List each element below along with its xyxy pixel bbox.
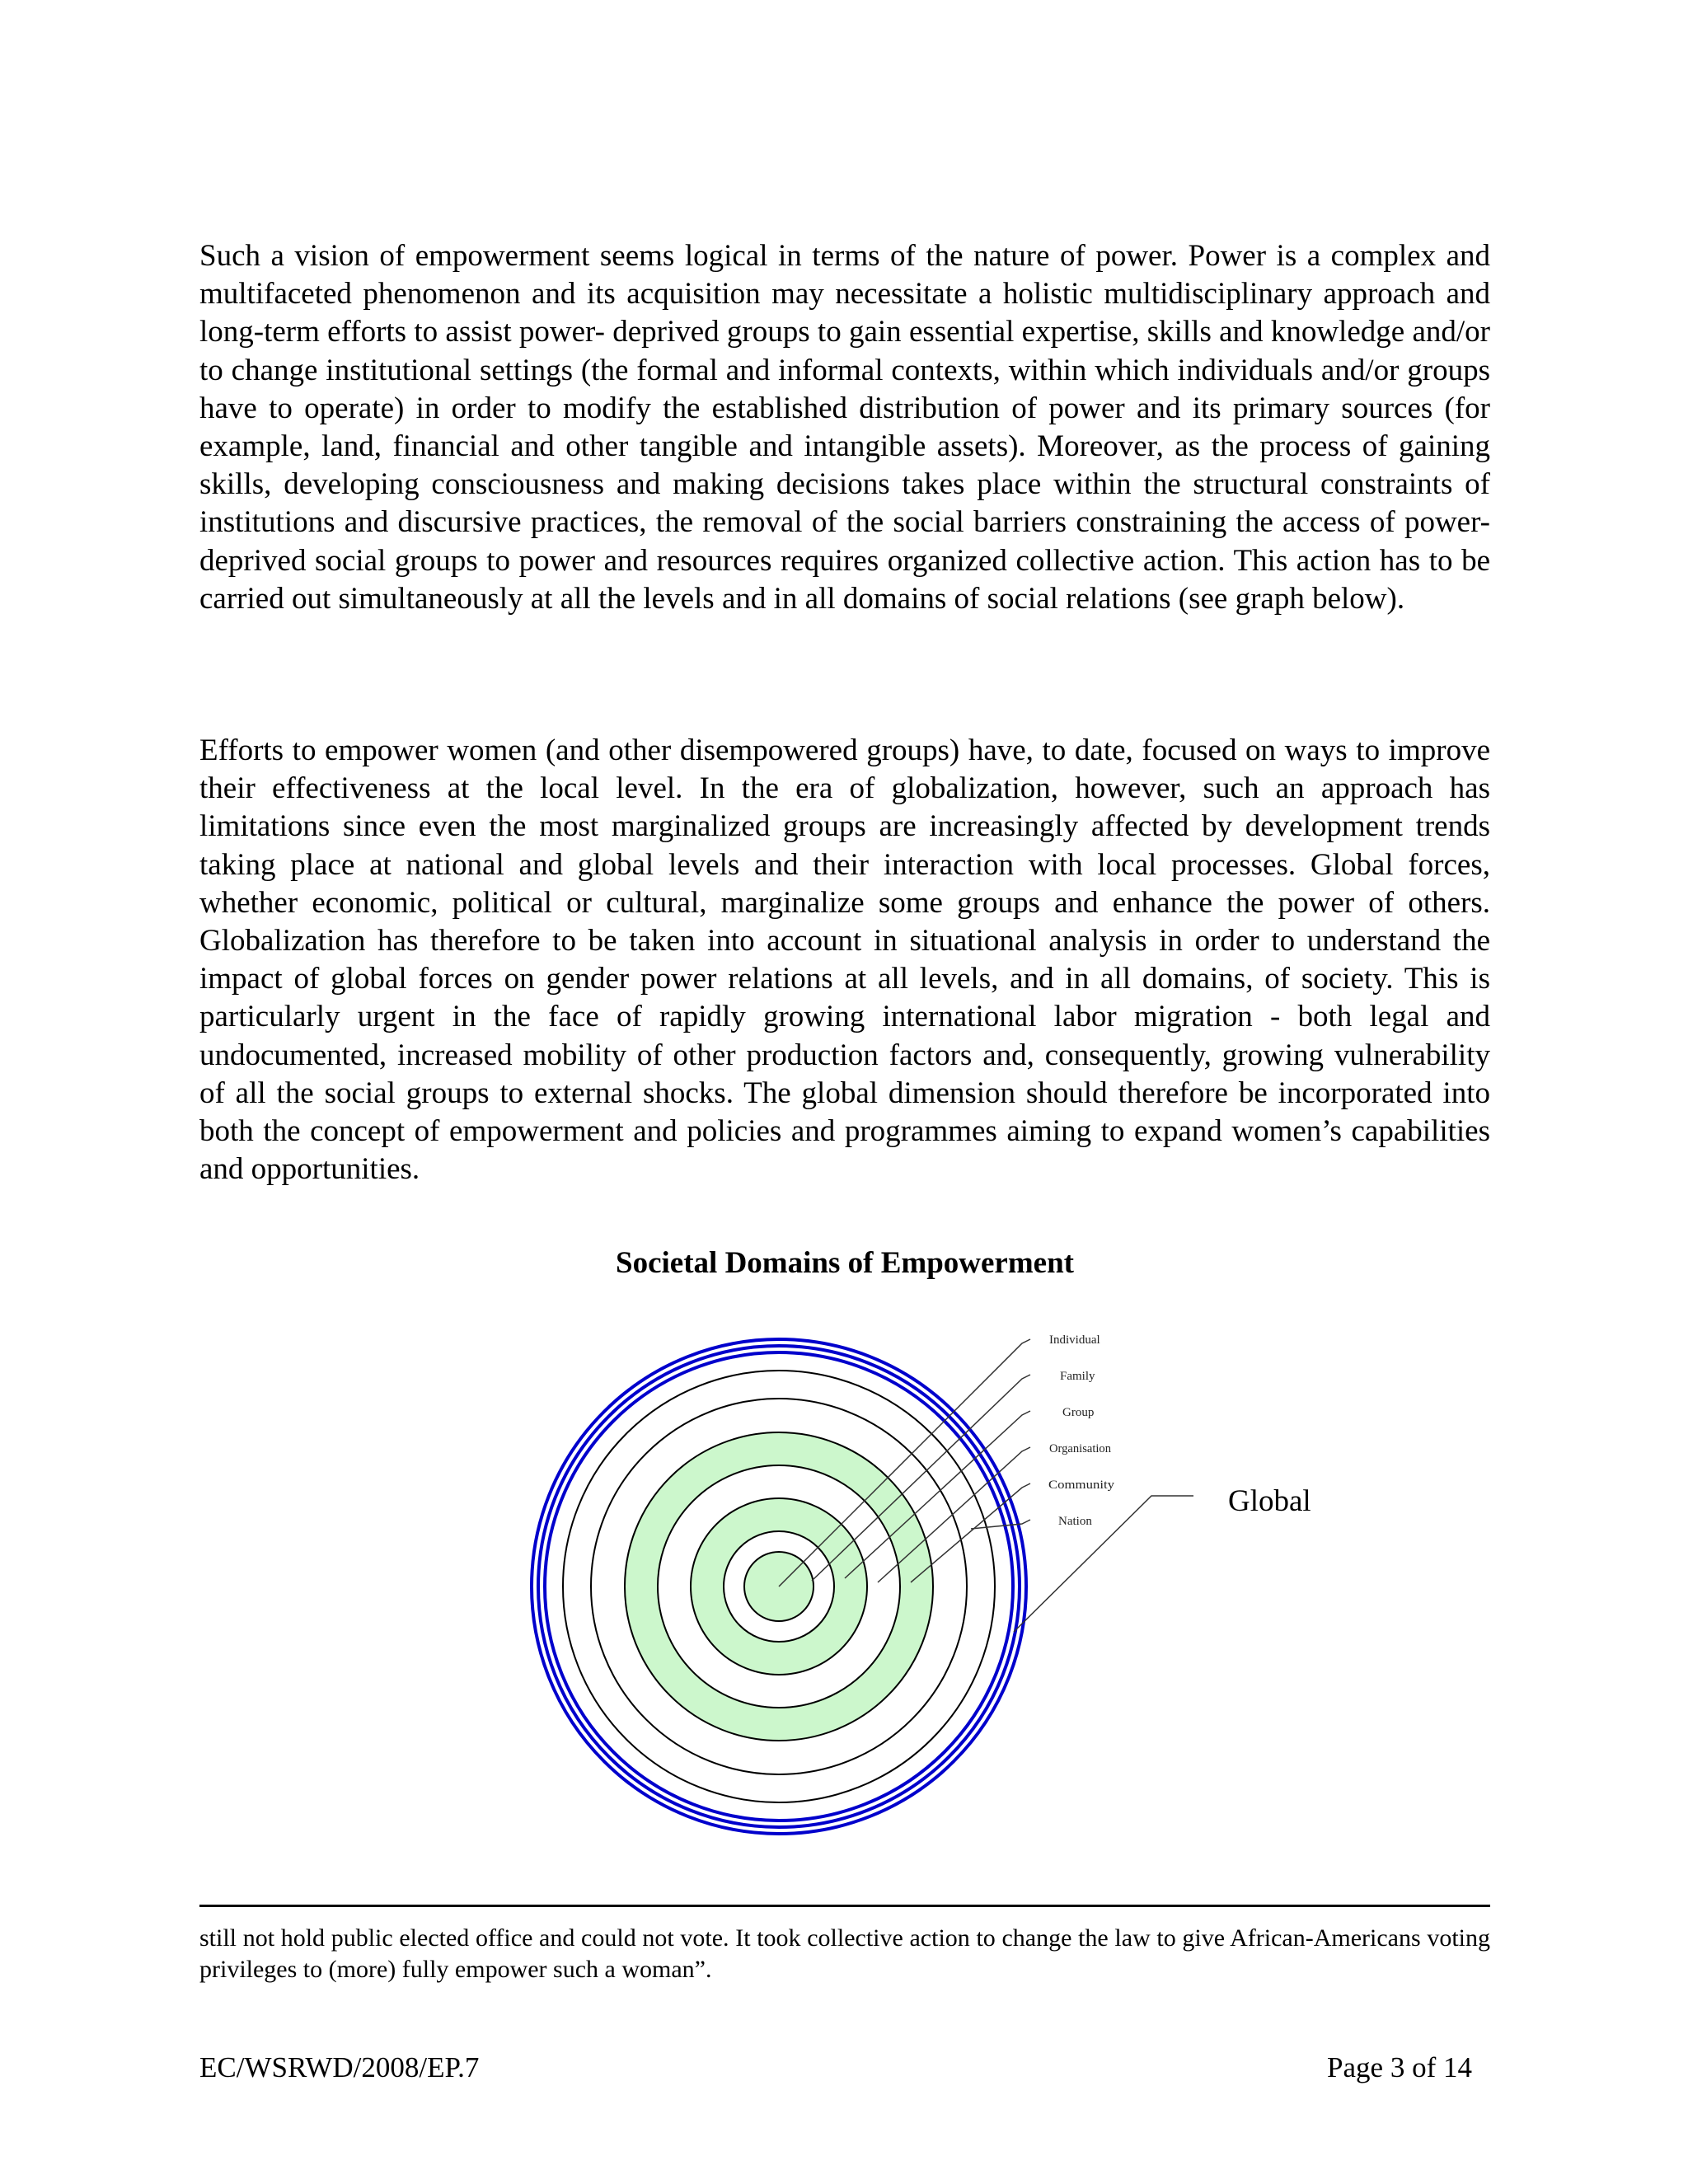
- body-paragraph-1: Such a vision of empowerment seems logical in terms of the nature of power. Power is a complex and multifaceted phenomenon and its acquisition may necessitate a holistic multidisciplinary approach and long-term efforts to assist power- deprived groups to gain essential expertise, skills and knowledge and/or to change institutional settings (the formal and informal contexts, within which individuals and/or groups have to operate) in order to modify the established distribution of power and its primary sources (for example, land, financial and other tangible and intangible assets). Moreover, as the process of gaining skills, developing consciousness and making decisions takes place within the structural constraints of institutions and discursive practices, the removal of the social barriers constraining the access of power-deprived social groups to power and resources requires organized collective action. This action has to be carried out simultaneously at all the levels and in all domains of social relations (see graph below).: [199, 239, 1490, 616]
- label-nation: Nation: [1058, 1515, 1092, 1528]
- footnote-divider: [199, 1905, 1490, 1907]
- footnote-text: still not hold public elected office and could not vote. It took collective action to change the law to give African-Americans voting privileges to (more) fully empower such a woman”.: [199, 1924, 1490, 1983]
- footer-document-code: EC/WSRWD/2008/EP.7: [199, 2051, 480, 2083]
- label-community: Community: [1048, 1479, 1115, 1492]
- label-organisation: Organisation: [1049, 1442, 1112, 1455]
- leader-line-global: [1014, 1496, 1193, 1632]
- body-paragraph-2: Efforts to empower women (and other disempowered groups) have, to date, focused on ways to improve their effectiveness at the local level. In the era of globalization, however, such an approach has limitations since even the most marginalized groups are increasingly affected by development trends taking place at national and global levels and their interaction with local processes. Global forces, whether economic, political or cultural, marginalize some groups and enhance the power of others. Globalization has therefore to be taken into account in situational analysis in order to understand the impact of global forces on gender power relations at all levels, and in all domains, of society. This is particularly urgent in the face of rapidly growing international labor migration - both legal and undocumented, increased mobility of other production factors and, consequently, growing vulnerability of all the social groups to external shocks. The global dimension should therefore be incorporated into both the concept of empowerment and policies and programmes aiming to expand women’s capabilities and opportunities.: [199, 733, 1490, 1187]
- concentric-domains-diagram: [495, 1310, 1360, 1838]
- footer-page-number: Page 3 of 14: [1327, 2051, 1472, 2083]
- label-global: Global: [1228, 1484, 1311, 1518]
- label-individual: Individual: [1049, 1333, 1100, 1347]
- label-group: Group: [1062, 1406, 1095, 1419]
- figure-title: Societal Domains of Empowerment: [616, 1246, 1074, 1280]
- label-family: Family: [1060, 1370, 1095, 1383]
